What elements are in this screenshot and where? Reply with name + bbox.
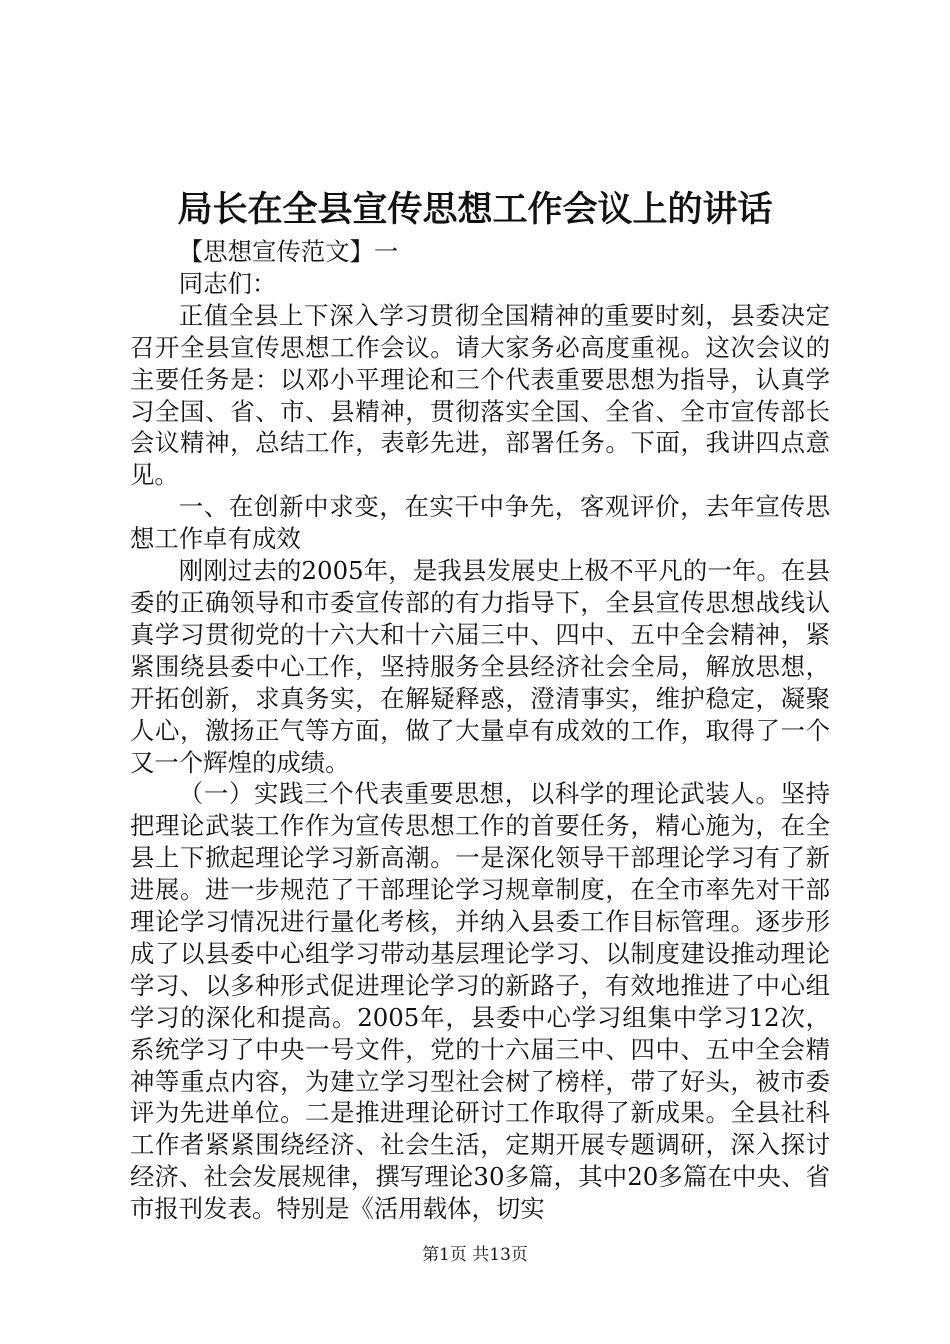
document-title: 局长在全县宣传思想工作会议上的讲话 xyxy=(177,189,773,230)
category-line: 【思想宣传范文】一 xyxy=(178,237,399,266)
review-paragraph: 刚刚过去的2005年，是我县发展史上极不平凡的一年。在县委的正确领导和市委宣传部的有力指导下，全县宣传思想战线认真学习贯彻党的十六大和十六届三中、四中、五中全会精神，紧紧围绕县委中心工作，坚持服务全县经济社会全局，解放思想，开拓创新，求真务实，在解疑释惑，澄清事实，维护稳定，凝聚人心，激扬正气等方面，做了大量卓有成效的工作，取得了一个又一个辉煌的成绩。 xyxy=(130,556,830,777)
subsection-paragraph-1: （一）实践三个代表重要思想，以科学的理论武装人。坚持把理论武装工作作为宣传思想工作的首要任务，精心施为，在全县上下掀起理论学习新高潮。一是深化领导干部理论学习有了新进展。进一步规范了干部理论学习规章制度，在全市率先对干部理论学习情况进行量化考核，并纳入县委工作目标管理。逐步形成了以县委中心组学习带动基层理论学习、以制度建设推动理论学习、以多种形式促进理论学习的新路子，有效地推进了中心组学习的深化和提高。2005年，县委中心学习组集中学习12次，系统学习了中央一号文件，党的十六届三中、四中、五中全会精神等重点内容，为建立学习型社会树了榜样，带了好头，被市委评为先进单位。二是推进理论研讨工作取得了新成果。全县社科工作者紧紧围绕经济、社会生活，定期开展专题调研，深入探讨经济、社会发展规律，撰写理论30多篇，其中20多篇在中央、省市报刊发表。特别是《活用载体，切实 xyxy=(130,779,830,1224)
salutation: 同志们： xyxy=(178,268,277,298)
page-number: 第1页 共13页 xyxy=(422,1245,528,1265)
document-body xyxy=(130,236,830,1225)
section-heading-1: 一、在创新中求变，在实干中争先，客观评价，去年宣传思想工作卓有成效 xyxy=(130,492,830,554)
intro-paragraph: 正值全县上下深入学习贯彻全国精神的重要时刻，县委决定召开全县宣传思想工作会议。请大家务必高度重视。这次会议的主要任务是：以邓小平理论和三个代表重要思想为指导，认真学习全国、省、市、县精神，贯彻落实全国、全省、全市宣传部长会议精神，总结工作，表彰先进，部署任务。下面，我讲四点意见。 xyxy=(130,300,830,490)
